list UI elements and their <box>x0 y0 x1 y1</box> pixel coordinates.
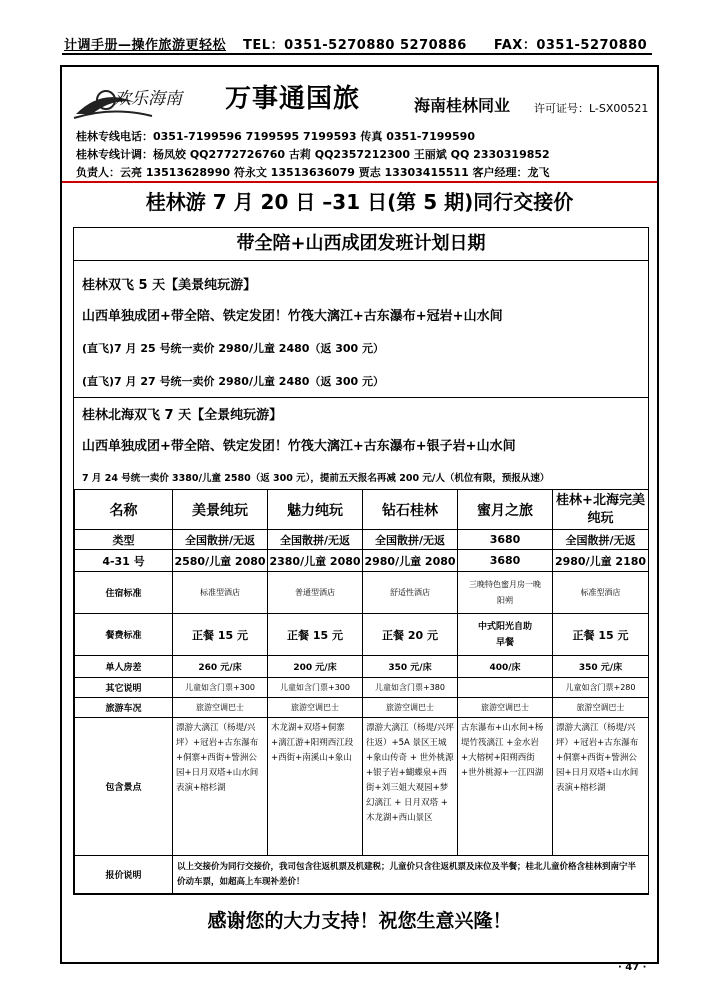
header-slogan: 计调手册—操作旅游更轻松 <box>64 38 227 53</box>
row-label: 住宿标准 <box>75 572 173 614</box>
page-header <box>64 34 654 54</box>
row-label: 餐费标准 <box>75 614 173 656</box>
table-cell: 200 元/床 <box>268 656 363 678</box>
table-cell: 旅游空调巴士 <box>363 698 458 718</box>
divider <box>74 260 648 261</box>
table-cell: 全国散拼/无返 <box>553 530 649 550</box>
col-header: 名称 <box>75 490 173 530</box>
table-cell: 正餐 15 元 <box>268 614 363 656</box>
table-cell: 儿童如含门票+300 <box>173 678 268 698</box>
table-cell: 350 元/床 <box>363 656 458 678</box>
header-fax: FAX：0351-5270880 <box>493 38 648 53</box>
table-row <box>75 656 649 678</box>
group2-note: 7 月 24 号统一卖价 3380/儿童 2580（返 300 元），提前五天报名再减 200 元/人（机位有限，预报从速） <box>82 473 550 484</box>
table-cell: 3680 <box>458 550 553 572</box>
header-tel: TEL：0351-5270880 5270886 <box>243 38 467 53</box>
spots-cell: 漂游大漓江（杨堤/兴坪）+冠岩+古东瀑布+侗寨+西街+訾洲公园+日月双塔+山水间表演+榕杉湖 <box>173 718 268 856</box>
brand-name: 万事通国旅 <box>225 84 361 114</box>
product-name: 蜜月之旅 <box>458 490 553 530</box>
table-row <box>75 550 649 572</box>
group1-desc: 山西单独成团+带全陪、铁定发团！竹筏大漓江+古东瀑布+冠岩+山水间 <box>82 309 503 324</box>
group1-date-1: (直飞)7 月 25 号统一卖价 2980/儿童 2480（返 300 元） <box>82 342 385 355</box>
table-cell: 儿童如含门票+280 <box>553 678 649 698</box>
table-cell: 旅游空调巴士 <box>173 698 268 718</box>
table-cell: 三晚特色蜜月房一晚阳朔 <box>458 572 553 614</box>
main-title: 桂林游 7 月 20 日 –31 日(第 5 期)同行交接价 <box>145 190 574 214</box>
divider <box>74 397 648 398</box>
group2-desc: 山西单独成团+带全陪、铁定发团！竹筏大漓江+古东瀑布+银子岩+山水间 <box>82 439 516 454</box>
product-name: 魅力纯玩 <box>268 490 363 530</box>
table-cell: 2980/儿童 2180 <box>553 550 649 572</box>
table-cell: 260 元/床 <box>173 656 268 678</box>
table-cell <box>458 678 553 698</box>
spots-cell: 木龙湖+双塔+侗寨+漓江游+阳朔西江段+西街+南溪山+象山 <box>268 718 363 856</box>
product-name: 桂林+北海完美纯玩 <box>553 490 649 530</box>
row-label: 报价说明 <box>75 856 173 894</box>
row-label: 包含景点 <box>75 718 173 856</box>
table-cell: 全国散拼/无返 <box>173 530 268 550</box>
group1-date-2: (直飞)7 月 27 号统一卖价 2980/儿童 2480（返 300 元） <box>82 375 385 388</box>
row-label: 其它说明 <box>75 678 173 698</box>
table-cell: 2380/儿童 2080 <box>268 550 363 572</box>
contact-line-1: 桂林专线电话：0351-7199596 7199595 7199593 传真 0351-7199590 <box>76 130 475 143</box>
table-cell: 儿童如含门票+300 <box>268 678 363 698</box>
table-cell: 标准型酒店 <box>173 572 268 614</box>
spots-cell: 漂游大漓江（杨堤/兴坪）+冠岩+古东瀑布+侗寨+西街+訾洲公园+日月双塔+山水间表演+榕杉湖 <box>553 718 649 856</box>
brand-subtitle: 海南桂林同业 <box>414 96 511 115</box>
table-cell: 正餐 20 元 <box>363 614 458 656</box>
product-name: 美景纯玩 <box>173 490 268 530</box>
license-number: 许可证号：L-SX00521 <box>534 102 649 115</box>
table-row-price <box>75 856 649 894</box>
row-label: 单人房差 <box>75 656 173 678</box>
table-cell: 正餐 15 元 <box>553 614 649 656</box>
red-divider <box>62 181 657 183</box>
table-cell: 2980/儿童 2080 <box>363 550 458 572</box>
table-row <box>75 678 649 698</box>
contact-line-2: 桂林专线计调：杨凤姣 QQ2772726760 古莉 QQ2357212300 王丽斌 QQ 2330319852 <box>76 148 550 161</box>
product-name: 钻石桂林 <box>363 490 458 530</box>
group2-title: 桂林北海双飞 7 天【全景纯玩游】 <box>82 408 283 423</box>
table-cell: 中式阳光自助早餐 <box>458 614 553 656</box>
table-row-spots <box>75 718 649 856</box>
logo-text: 欢乐海南 <box>114 89 182 109</box>
table-cell: 全国散拼/无返 <box>363 530 458 550</box>
table-row <box>75 614 649 656</box>
row-label: 4-31 号 <box>75 550 173 572</box>
product-table <box>74 489 649 894</box>
spots-cell: 漂游大漓江（杨堤/兴坪往返）+5A 景区王城+象山传奇 + 世外桃源+银子岩+蝴蝶泉+西街+刘三姐大观园+梦幻漓江 + 日月双塔 + 木龙湖+西山景区 <box>363 718 458 856</box>
table-cell: 旅游空调巴士 <box>458 698 553 718</box>
table-cell: 2580/儿童 2080 <box>173 550 268 572</box>
table-cell: 全国散拼/无返 <box>268 530 363 550</box>
table-cell: 标准型酒店 <box>553 572 649 614</box>
brand-logo <box>72 80 222 122</box>
contact-line-3: 负责人：云亮 13513628990 符永文 13513636079 贾志 13303415511 客户经理：龙飞 <box>76 166 550 179</box>
table-cell: 正餐 15 元 <box>173 614 268 656</box>
table-cell: 旅游空调巴士 <box>553 698 649 718</box>
row-label: 类型 <box>75 530 173 550</box>
page-number: · 47 · <box>618 962 647 973</box>
table-cell: 400/床 <box>458 656 553 678</box>
table-cell: 舒适性酒店 <box>363 572 458 614</box>
table-header-row <box>75 490 649 530</box>
group1-title: 桂林双飞 5 天【美景纯玩游】 <box>82 278 257 293</box>
row-label: 旅游车况 <box>75 698 173 718</box>
table-cell: 旅游空调巴士 <box>268 698 363 718</box>
price-note: 以上交接价为同行交接价，我司包含往返机票及机建税；儿童价只含往返机票及床位及半餐；桂北儿童价格含桂林到南宁半价动车票，如超高上车现补差价！ <box>173 856 649 894</box>
table-cell: 350 元/床 <box>553 656 649 678</box>
table-row <box>75 698 649 718</box>
table-row <box>75 530 649 550</box>
table-row <box>75 572 649 614</box>
footer-slogan: 感谢您的大力支持！祝您生意兴隆！ <box>207 910 512 932</box>
table-cell: 普通型酒店 <box>268 572 363 614</box>
section-title: 带全陪+山西成团发班计划日期 <box>236 233 486 254</box>
table-cell: 儿童如含门票+380 <box>363 678 458 698</box>
spots-cell: 古东瀑布+山水间+杨堤竹筏漓江 +金水岩+大榕树+阳朔西街+世外桃源+一江四湖 <box>458 718 553 856</box>
header-rule <box>62 53 652 55</box>
table-cell: 3680 <box>458 530 553 550</box>
